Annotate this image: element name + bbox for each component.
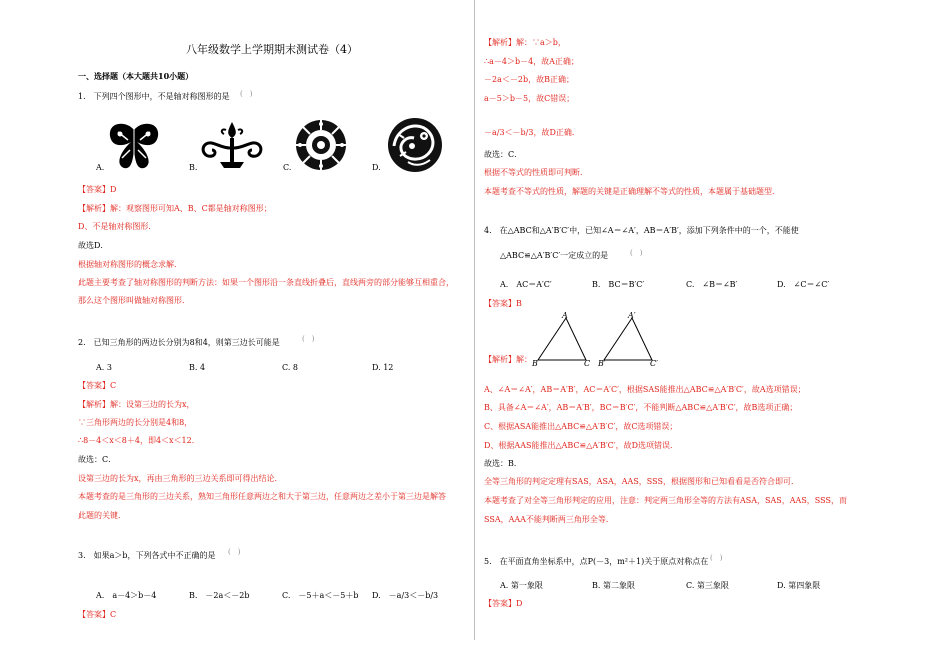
- vertex-label-a-prime: A′: [628, 311, 636, 320]
- q4-analysis-line: C、根据ASA能推出△ABC≌△A′B′C′，故C选项错误；: [484, 422, 678, 431]
- section-heading: 一、选择题（本大题共10小题）: [78, 71, 194, 81]
- q4-analysis-line: D、根据AAS能推出△ABC≌△A′B′C′，故D选项错误．: [484, 441, 679, 450]
- q5-option-c[interactable]: C. 第三象限: [686, 581, 729, 590]
- q1-answer: 【答案】D: [78, 185, 117, 194]
- q4-option-c[interactable]: C. ∠B＝∠B′: [686, 280, 738, 289]
- q2-paren: ( ): [302, 335, 315, 343]
- q1-option-c[interactable]: C.: [283, 163, 292, 172]
- q4-analysis-line: SSA，AAA不能判断两三角形全等．: [484, 515, 614, 524]
- q2-analysis-line: 设第三边的长为x，再由三角形的三边关系即可得出结论．: [78, 474, 283, 483]
- q3-analysis-line: ∴a－4＞b－4，故A正确；: [484, 57, 579, 66]
- q4-analysis-line: 【解析】解：: [484, 355, 532, 364]
- column-divider: [474, 0, 475, 640]
- q3-analysis-line: －a/3＜－b/3，故D正确．: [484, 128, 580, 137]
- q4-analysis-line: B、具备∠A＝∠A′，AB＝A′B′，BC＝B′C′，不能判断△ABC≌△A′B′C′，故B选项正确；: [484, 403, 798, 412]
- vertex-label-a: A: [562, 311, 568, 320]
- q2-analysis-line: ∵三角形两边的长分别是4和8，: [78, 418, 193, 427]
- q3-option-b[interactable]: B. －2a＜－2b: [189, 591, 250, 600]
- q1-stem: 1. 下列四个图形中，不是轴对称图形的是: [78, 92, 230, 101]
- q2-analysis-line: 故选：C．: [78, 455, 117, 464]
- snowflake-figure: [292, 118, 350, 172]
- q3-analysis-line: 故选：C．: [484, 150, 523, 159]
- q3-analysis-line: 本题考查不等式的性质，解题的关键是正确理解不等式的性质，本题属于基础题型．: [484, 187, 780, 196]
- q3-option-d[interactable]: D. －a/3＜－b/3: [372, 591, 439, 600]
- q4-answer: 【答案】B: [484, 299, 522, 308]
- q3-option-c[interactable]: C. －5＋a＜－5＋b: [282, 591, 359, 600]
- q2-option-c[interactable]: C. 8: [282, 363, 299, 372]
- q1-analysis-line: 此题主要考查了轴对称图形的判断方法：如果一个图形沿一条直线折叠后，直线两旁的部分能够互相重合，: [78, 278, 454, 287]
- q2-analysis-line: 此题的关键．: [78, 511, 126, 520]
- q5-option-b[interactable]: B. 第二象限: [592, 581, 635, 590]
- q4-stem-line2: △ABC≌△A′B′C′一定成立的是: [500, 251, 609, 260]
- q1-option-d[interactable]: D.: [372, 163, 381, 172]
- page-title: 八年级数学上学期期末测试卷（4）: [186, 43, 358, 56]
- q3-analysis-line: 【解析】解：∵a＞b，: [484, 38, 566, 47]
- q3-analysis-line: 根据不等式的性质即可判断．: [484, 168, 588, 177]
- q4-analysis-line: 本题考查了对全等三角形判定的应用，注意：判定两三角形全等的方法有ASA，SAS，AAS，SSS，而: [484, 496, 847, 505]
- vertex-label-c: C: [584, 359, 591, 368]
- q1-analysis-line: 那么这个图形叫做轴对称图形．: [78, 296, 190, 305]
- q3-analysis-line: a－5＞b－5，故C错误；: [484, 94, 575, 103]
- q1-option-a[interactable]: A.: [96, 163, 105, 172]
- q2-analysis-line: ∴8－4＜x＜8＋4，即4＜x＜12．: [78, 436, 200, 445]
- q4-option-b[interactable]: B. BC＝B′C′: [592, 280, 645, 289]
- q5-answer: 【答案】D: [484, 599, 523, 608]
- ornament-figure: [196, 118, 268, 172]
- q4-option-d[interactable]: D. ∠C＝∠C′: [777, 280, 830, 289]
- q5-option-a[interactable]: A. 第一象限: [500, 581, 543, 590]
- vertex-label-b: B: [532, 359, 538, 368]
- q1-paren: ( ): [240, 90, 253, 98]
- vertex-label-b-prime: B′: [598, 359, 606, 368]
- q5-stem: 5. 在平面直角坐标系中，点P(－3，m²＋1)关于原点对称点在: [484, 557, 709, 566]
- q1-analysis-line: 故选D．: [78, 241, 109, 250]
- q2-stem: 2. 已知三角形的两边长分别为8和4，则第三边长可能是: [78, 338, 280, 347]
- q3-paren: ( ): [228, 548, 241, 556]
- q4-stem: 4. 在△ABC和△A′B′C′中，已知∠A＝∠A′，AB＝A′B′，添加下列条件中的一个，不能使: [484, 226, 799, 235]
- q4-analysis-line: 故选：B．: [484, 459, 522, 468]
- q2-option-b[interactable]: B. 4: [189, 363, 206, 372]
- congruent-triangles-figure: [528, 310, 668, 368]
- q2-analysis-line: 【解析】解：设第三边的长为x，: [78, 400, 195, 409]
- q2-option-d[interactable]: D. 12: [372, 363, 394, 372]
- q3-analysis-line: －2a＜－2b，故B正确；: [484, 75, 574, 84]
- q5-paren: ( ): [710, 554, 723, 562]
- vertex-label-c-prime: C′: [650, 359, 658, 368]
- butterfly-figure: [104, 120, 164, 172]
- q3-answer: 【答案】C: [78, 610, 117, 619]
- q1-analysis-line: 根据轴对称图形的概念求解．: [78, 260, 182, 269]
- q4-paren: ( ): [630, 249, 643, 257]
- q3-stem: 3. 如果a＞b，下列各式中不正确的是: [78, 551, 216, 560]
- q4-option-a[interactable]: A. AC＝A′C′: [500, 280, 552, 289]
- q2-option-a[interactable]: A. 3: [96, 363, 112, 372]
- q4-analysis-line: 全等三角形的判定定理有SAS，ASA，AAS，SSS，根据图形和已知看看是否符合即可．: [484, 477, 799, 486]
- q1-analysis-line: D、不是轴对称图形．: [78, 222, 157, 231]
- q3-option-a[interactable]: A. a－4＞b－4: [96, 591, 157, 600]
- dragon-circle-figure: [386, 116, 444, 174]
- q4-analysis-line: A、∠A＝∠A′，AB＝A′B′，AC＝A′C′，根据SAS能推出△ABC≌△A′B′C′，故A选项错误；: [484, 385, 806, 394]
- q1-analysis-line: 【解析】解：观察图形可知A、B、C都是轴对称图形；: [78, 204, 272, 213]
- q2-analysis-line: 本题考查的是三角形的三边关系，熟知三角形任意两边之和大于第三边，任意两边之差小于第三边是解答: [78, 492, 446, 501]
- q2-answer: 【答案】C: [78, 381, 117, 390]
- q5-option-d[interactable]: D. 第四象限: [777, 581, 821, 590]
- q1-option-b[interactable]: B.: [189, 163, 198, 172]
